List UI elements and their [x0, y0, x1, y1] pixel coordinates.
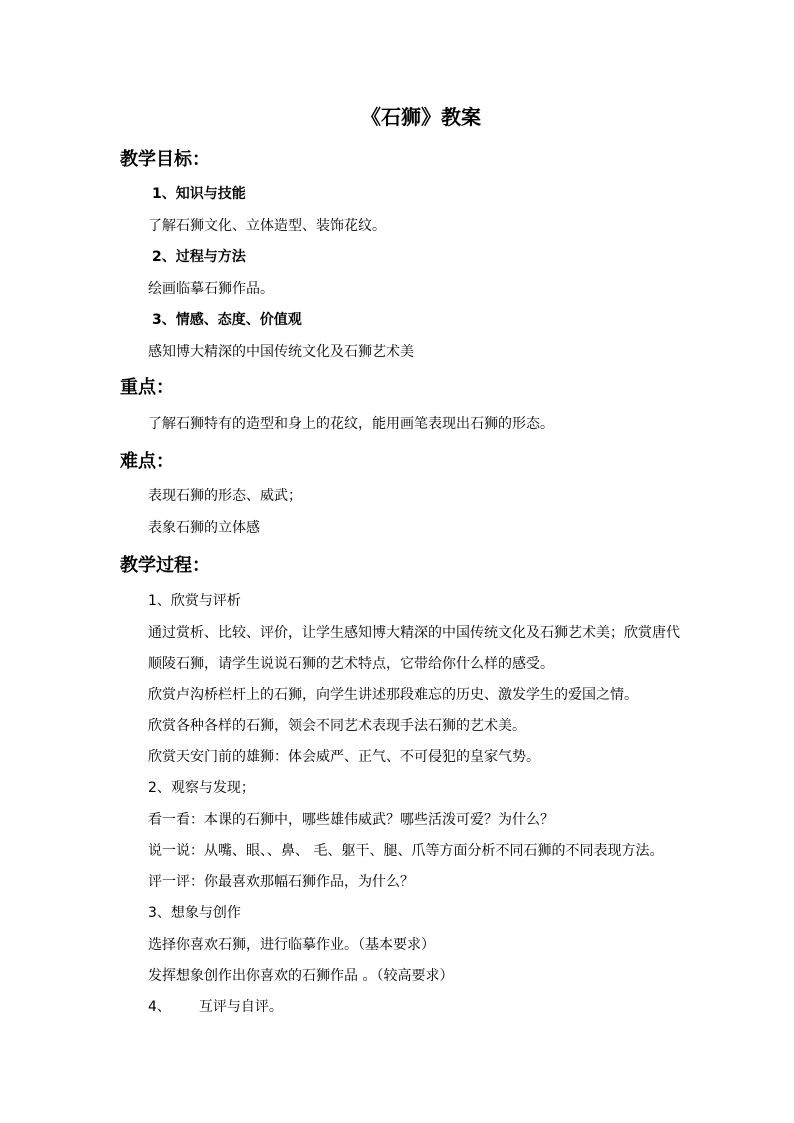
process-step-3-para-1: 选择你喜欢石狮，进行临摹作业。（基本要求）: [148, 937, 435, 953]
process-step-1-para-3: 欣赏各种各样的石狮，领会不同艺术表现手法石狮的艺术美。: [148, 718, 526, 734]
process-step-2-para-3: 评一评：你最喜欢那幅石狮作品，为什么？: [148, 874, 414, 890]
difficulty-line-2: 表象石狮的立体感: [148, 520, 260, 536]
process-heading: 教学过程：: [120, 555, 210, 576]
process-step-1-para-1-line-2: 顺陵石狮，请学生说说石狮的艺术特点，它带给你什么样的感受。: [148, 656, 554, 672]
process-step-1-para-4: 欣赏天安门前的雄狮：体会威严、正气、不可侵犯的皇家气势。: [148, 749, 540, 765]
key-point-text: 了解石狮特有的造型和身上的花纹，能用画笔表现出石狮的形态。: [148, 416, 554, 432]
difficulty-heading: 难点：: [120, 451, 174, 472]
key-point-heading: 重点：: [120, 377, 174, 398]
objective-3-label: 3、情感、态度、价值观: [152, 312, 302, 328]
process-step-4-text: 互评与自评。: [198, 999, 283, 1015]
objective-1-text: 了解石狮文化、立体造型、装饰花纹。: [148, 218, 386, 234]
page-title: 《石狮》教案: [361, 105, 481, 129]
process-step-2-para-1: 看一看：本课的石狮中，哪些雄伟威武？哪些活泼可爱？为什么？: [148, 812, 554, 828]
process-step-4: [148, 997, 283, 1017]
process-step-1-para-1-line-1: 通过赏析、比较、评价，让学生感知博大精深的中国传统文化及石狮艺术美；欣赏唐代: [148, 625, 680, 641]
objective-2-label: 2、过程与方法: [152, 249, 246, 265]
process-step-3-para-2: 发挥想象创作出你喜欢的石狮作品 。（较高要求）: [148, 968, 454, 984]
process-step-3-title: 3、想象与创作: [148, 905, 241, 921]
process-step-4-number: 4、: [148, 999, 171, 1015]
process-step-1-title: 1、欣赏与评析: [148, 593, 241, 609]
objectives-heading: 教学目标：: [120, 149, 210, 170]
difficulty-line-1: 表现石狮的形态、威武；: [148, 488, 302, 504]
process-step-1-para-2: 欣赏卢沟桥栏杆上的石狮，向学生讲述那段难忘的历史、激发学生的爱国之情。: [148, 687, 638, 703]
process-step-2-para-2: 说一说：从嘴、眼、、鼻、 毛、躯干、腿、爪等方面分析不同石狮的不同表现方法。: [148, 843, 664, 859]
objective-1-label: 1、知识与技能: [152, 186, 246, 202]
process-step-2-title: 2、观察与发现；: [148, 780, 255, 796]
objective-3-text: 感知博大精深的中国传统文化及石狮艺术美: [148, 344, 414, 360]
objective-2-text: 绘画临摹石狮作品。: [148, 281, 274, 297]
